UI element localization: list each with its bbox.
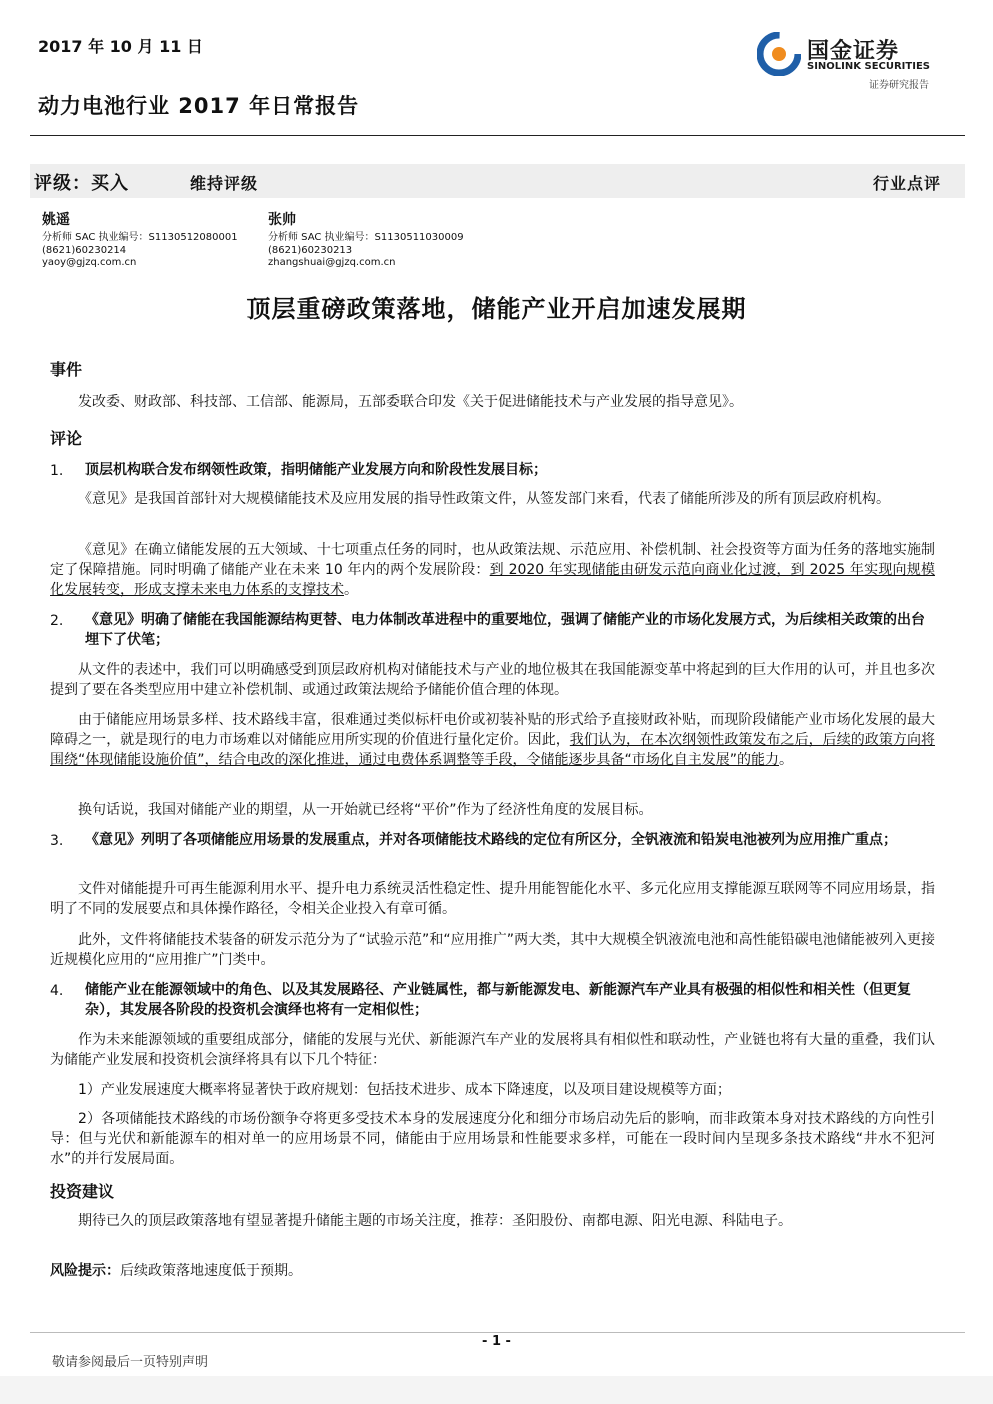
- report-series-title: 动力电池行业 2017 年日常报告: [38, 94, 360, 118]
- analyst-phone: (8621)60230213: [268, 244, 353, 256]
- analyst-name: 张帅: [268, 212, 296, 228]
- point-number: 3.: [50, 833, 64, 849]
- paragraph: 文件对储能提升可再生能源利用水平、提升电力系统灵活性稳定性、提升用能智能化水平、多元化应用支撑能源互联网等不同应用场景，指明了不同的发展要点和具体操作路径，令相关企业投入有章可循。: [50, 881, 935, 917]
- point-title: 顶层机构联合发布纲领性政策，指明储能产业发展方向和阶段性发展目标；: [85, 462, 547, 478]
- paragraph: [50, 710, 935, 770]
- paragraph-underlined-text: 到 2020 年实现储能由研发示范向商业化过渡，到 2025 年实现向规模化发展转变，形成支撑未来电力体系的支撑技术: [50, 562, 936, 598]
- rating-label: 评级：买入: [34, 173, 129, 194]
- bottom-band: [0, 1376, 993, 1404]
- paragraph-text: 《意见》在确立储能发展的五大领域、十七项重点任务的同时，也从政策法规、示范应用、补偿机制、社会投资等方面为任务的落地实施制定了保障措施。同时明确了储能产业在未来 10 年内的两个发展阶段：: [50, 542, 935, 578]
- analyst-cert: 分析师 SAC 执业编号：S1130512080001: [42, 232, 238, 243]
- paragraph: 作为未来能源领域的重要组成部分，储能的发展与光伏、新能源汽车产业的发展将具有相似性和联动性，产业链也将有大量的重叠，我们认为储能产业发展和投资机会演绎将具有以下几个特征：: [50, 1032, 935, 1068]
- section-title-event: 事件: [50, 360, 83, 379]
- investment-paragraph: 期待已久的顶层政策落地有望显著提升储能主题的市场关注度，推荐：圣阳股份、南都电源、阳光电源、科陆电子。: [78, 1213, 792, 1229]
- paragraph: 2）各项储能技术路线的市场份额争夺将更多受技术本身的发展速度分化和细分市场启动先后的影响，而非政策本身对技术路线的方向性引导：但与光伏和新能源车的相对单一的应用场景不同，储能由于应用场景和性能要求多样，可能在一段时间内呈现多条技术路线“井水不犯河水”的并行发展局面。: [50, 1111, 935, 1167]
- analyst-card: [268, 210, 464, 270]
- paragraph: 《意见》是我国首部针对大规模储能技术及应用发展的指导性政策文件，从签发部门来看，代表了储能所涉及的所有顶层政府机构。: [78, 491, 890, 507]
- sinolink-logo-icon: [757, 32, 801, 76]
- report-category: 行业点评: [872, 174, 941, 193]
- risk-text: 后续政策落地速度低于预期。: [120, 1263, 302, 1279]
- section-title-investment: 投资建议: [50, 1182, 115, 1201]
- analyst-name: 姚遥: [42, 212, 70, 228]
- analyst-email[interactable]: zhangshuai@gjzq.com.cn: [268, 257, 396, 268]
- paragraph-text: 。: [344, 582, 358, 598]
- paragraph-text: 由于储能应用场景多样、技术路线丰富，很难通过类似标杆电价或初装补贴的形式给予直接财政补贴，而现阶段储能产业市场化发展的最大障碍之一，就是现行的电力市场难以对储能应用所实现的价值进行量化定价。因此，: [50, 712, 935, 748]
- risk-paragraph: [50, 1261, 935, 1281]
- page-number: - 1 -: [482, 1334, 511, 1349]
- disclaimer: 敬请参阅最后一页特别声明: [52, 1355, 209, 1370]
- paragraph: 换句话说，我国对储能产业的期望，从一开始就已经将“平价”作为了经济性角度的发展目标。: [78, 802, 653, 818]
- paragraph: [50, 540, 935, 600]
- logo-chinese-name: 国金证券: [807, 39, 900, 64]
- header-divider: [30, 135, 965, 136]
- rating-maintain: 维持评级: [190, 174, 259, 193]
- analyst-email[interactable]: yaoy@gjzq.com.cn: [42, 257, 137, 268]
- paragraph: 此外，文件将储能技术装备的研发示范分为了“试验示范”和“应用推广”两大类，其中大规模全钒液流电池和高性能铅碳电池储能被列入更接近规模化应用的“应用推广”门类中。: [50, 932, 935, 968]
- point-number: 2.: [50, 613, 64, 629]
- point-number: 4.: [50, 983, 64, 999]
- analyst-phone: (8621)60230214: [42, 244, 127, 256]
- sinolink-logo: [757, 32, 947, 94]
- paragraph-text: 。: [779, 752, 794, 768]
- report-date: 2017 年 10 月 11 日: [38, 37, 203, 56]
- point-number: 1.: [50, 463, 64, 479]
- logo-subtitle: 证券研究报告: [869, 80, 929, 91]
- event-paragraph: 发改委、财政部、科技部、工信部、能源局，五部委联合印发《关于促进储能技术与产业发展的指导意见》。: [78, 394, 743, 410]
- section-title-comment: 评论: [50, 429, 83, 448]
- article-headline: 顶层重磅政策落地，储能产业开启加速发展期: [246, 294, 747, 323]
- paragraph: 从文件的表述中，我们可以明确感受到顶层政府机构对储能技术与产业的地位极其在我国能源变革中将起到的巨大作用的认可，并且也多次提到了要在各类型应用中建立补偿机制、或通过政策法规给予储能价值合理的体现。: [50, 662, 935, 698]
- point-title: 储能产业在能源领域中的角色、以及其发展路径、产业链属性，都与新能源发电、新能源汽车产业具有极强的相似性和相关性（但更复杂），其发展各阶段的投资机会演绎也将有一定相似性；: [85, 982, 911, 1018]
- point-title: 《意见》明确了储能在我国能源结构更替、电力体制改革进程中的重要地位，强调了储能产业的市场化发展方式，为后续相关政策的出台埋下了伏笔；: [85, 612, 925, 648]
- paragraph: 1）产业发展速度大概率将显著快于政府规划：包括技术进步、成本下降速度，以及项目建设规模等方面；: [78, 1082, 731, 1098]
- rating-band: [30, 164, 965, 198]
- logo-english-name: SINOLINK SECURITIES: [807, 61, 930, 72]
- risk-label: 风险提示：: [50, 1263, 120, 1279]
- analyst-card: [42, 210, 238, 270]
- analyst-cert: 分析师 SAC 执业编号：S1130511030009: [268, 232, 464, 243]
- paragraph-underlined-text: 我们认为，在本次纲领性政策发布之后，后续的政策方向将围绕“体现储能设施价值”，结合电改的深化推进，通过电费体系调整等手段，令储能逐步具备“市场化自主发展”的能力: [50, 732, 936, 768]
- footer-divider: [30, 1332, 965, 1333]
- point-title: 《意见》列明了各项储能应用场景的发展重点，并对各项储能技术路线的定位有所区分，全钒液流和铅炭电池被列为应用推广重点；: [85, 832, 897, 848]
